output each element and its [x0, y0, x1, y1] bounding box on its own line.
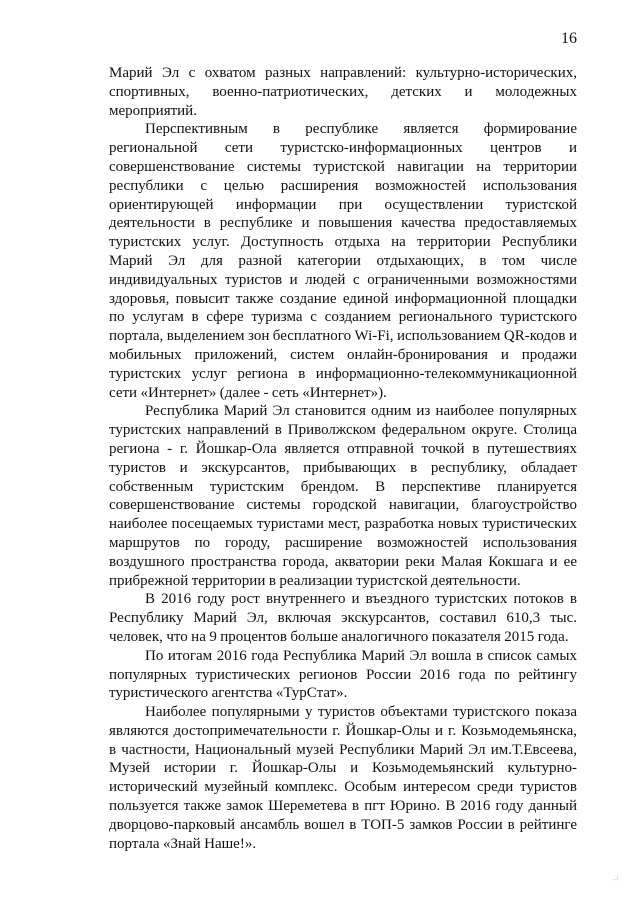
paragraph-4: В 2016 году рост внутреннего и въездного туристских потоков в Республику Марий Эл, включая экскурсантов, составил 610,3 тыс. человек, что на 9 процентов больше аналогичного показателя 2015 года. [109, 591, 577, 645]
paragraph-2: Перспективным в республике является формирование региональной сети туристско-информационных центров и совершенствование системы туристской навигации на территории республики с целью расширения возможностей использования ориентирующей информации при осуществлении туристской деятельности в республике и повышения качества предоставляемых туристских услуг. Доступность отдыха на территории Республики Марий Эл для разной категории отдыхающих, в том числе индивидуальных туристов и людей с ограниченными возможностями здоровья, повысит также создание единой информационной площадки по услугам в сфере туризма с созданием регионального туристского портала, выделением зон бесплатного Wi-Fi, использованием QR-кодов и мобильных приложений, систем онлайн-бронирования и продажи туристских услуг региона в информационно-телекоммуникационной сети «Интернет» (далее - сеть «Интернет»). [109, 121, 577, 401]
document-body [109, 64, 577, 853]
scan-mark-icon: ⌟ [612, 866, 620, 883]
page-number: 16 [561, 30, 577, 47]
paragraph-5: По итогам 2016 года Республика Марий Эл вошла в список самых популярных туристических регионов России 2016 года по рейтингу туристического агентства «ТурСтат». [109, 647, 577, 702]
paragraph-1: Марий Эл с охватом разных направлений: культурно-исторических, спортивных, военно-патриотических, детских и молодежных мероприятий. [109, 65, 577, 119]
paragraph-3: Республика Марий Эл становится одним из наиболее популярных туристских направлений в Приволжском федеральном округе. Столица региона - г. Йошкар-Ола является отправной точкой в путешествиях туристов и экскурсантов, прибывающих в республику, обладает собственным туристским брендом. В перспективе планируется совершенствование системы городской навигации, благоустройство наиболее посещаемых туристами мест, разработка новых туристических маршрутов по городу, расширение возможностей использования воздушного пространства города, акватории реки Малая Кокшага и ее прибрежной территории в реализации туристской деятельности. [109, 403, 577, 589]
paragraph-6: Наиболее популярными у туристов объектами туристского показа являются достопримечательности г. Йошкар-Олы и г. Козьмодемьянска, в частности, Национальный музей Республики Марий Эл им.Т.Евсеева, Музей истории г. Йошкар-Олы и Козьмодемьянский культурно-исторический музейный комплекс. Особым интересом среди туристов пользуется также замок Шереметева в пгт Юрино. В 2016 году данный дворцово-парковый ансамбль вошел в ТОП-5 замков России в рейтинге портала «Знай Наше!». [109, 704, 577, 852]
